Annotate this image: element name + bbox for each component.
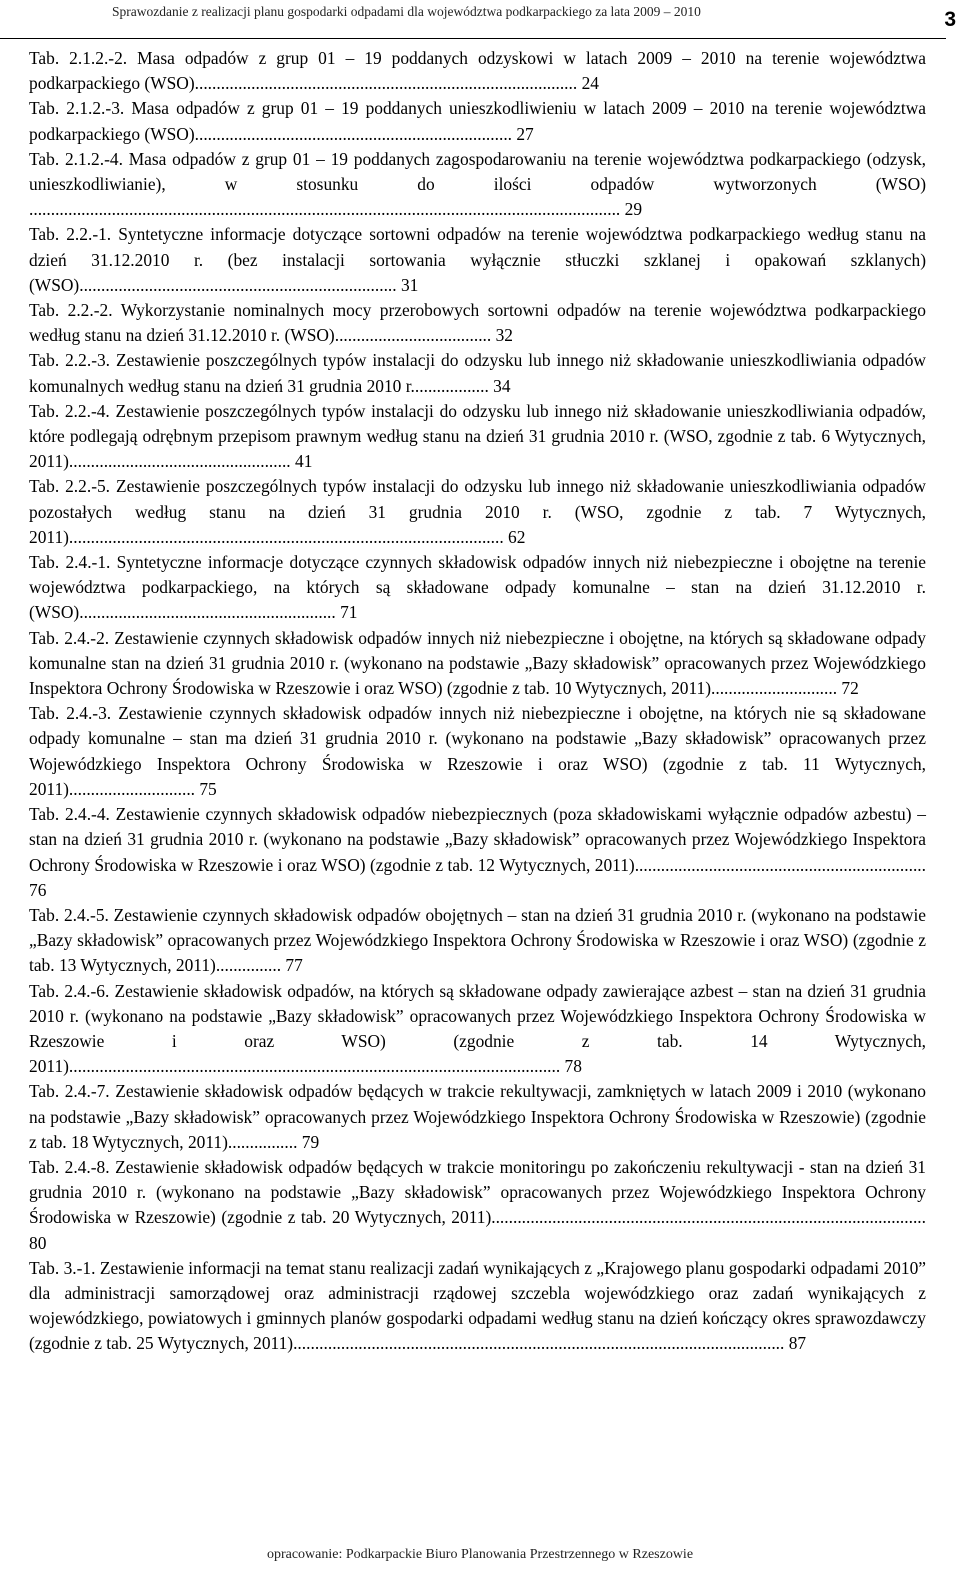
- toc-entry: Tab. 2.4.-1. Syntetyczne informacje dotyczące czynnych składowisk odpadów innych niż niebezpieczne i obojętne na terenie województwa podkarpackiego, na których są składowane odpady komunalne – stan na dzień 31.12.2010 r. (WSO)........................................................... 71: [29, 552, 926, 623]
- toc-entry: Tab. 2.4.-7. Zestawienie składowisk odpadów będących w trakcie rekultywacji, zamkniętych w latach 2009 i 2010 (wykonano na podstawie „Bazy składowisk” opracowanych przez Wojewódzkiego Inspektora Ochrony Środowiska w Rzeszowie) (zgodnie z tab. 18 Wytycznych, 2011)................ 79: [29, 1081, 926, 1152]
- toc-entry: Tab. 3.-1. Zestawienie informacji na temat stanu realizacji zadań wynikających z „Krajowego planu gospodarki odpadami 2010” dla administracji samorządowej oraz administracji rządowej szczebla wojewódzkiego oraz zadań wynikających z wojewódzkiego, powiatowych i gminnych planów gospodarki odpadami według stanu na dzień kończący okres sprawozdawczy (zgodnie z tab. 25 Wytycznych, 2011)................................................................................................................. 87: [29, 1257, 926, 1354]
- page-footer: opracowanie: Podkarpackie Biuro Planowania Przestrzennego w Rzeszowie: [266, 1547, 694, 1562]
- toc-entry: Tab. 2.4.-8. Zestawienie składowisk odpadów będących w trakcie monitoringu po zakończeniu rekultywacji - stan na dzień 31 grudnia 2010 r. (wykonano na podstawie „Bazy składowisk” opracowanych przez Wojewódzkiego Inspektora Ochrony Środowiska w Rzeszowie) (zgodnie z tab. 20 Wytycznych, 2011).................................................................................................... 80: [29, 1156, 926, 1253]
- toc-entry: Tab. 2.2.-3. Zestawienie poszczególnych typów instalacji do odzysku lub innego niż składowanie unieszkodliwiania odpadów komunalnych według stanu na dzień 31 grudnia 2010 r.................. 34: [29, 350, 926, 396]
- running-header: Sprawozdanie z realizacji planu gospodarki odpadami dla województwa podkarpackiego za lata 2009 – 2010: [112, 4, 701, 19]
- page-number: 3: [944, 8, 956, 31]
- toc-entry: Tab. 2.1.2.-3. Masa odpadów z grup 01 – 19 poddanych unieszkodliwieniu w latach 2009 – 2010 na terenie województwa podkarpackiego (WSO)......................................................................... 27: [29, 98, 926, 144]
- toc-entry: Tab. 2.4.-4. Zestawienie czynnych składowisk odpadów niebezpiecznych (poza składowiskami wyłącznie odpadów azbestu) – stan na dzień 31 grudnia 2010 r. (wykonano na podstawie „Bazy składowisk” opracowanych przez Wojewódzkiego Inspektora Ochrony Środowiska w Rzeszowie i oraz WSO) (zgodnie z tab. 12 Wytycznych, 2011)................................................................... 76: [29, 804, 926, 900]
- toc-entry: Tab. 2.2.-5. Zestawienie poszczególnych typów instalacji do odzysku lub innego niż składowanie unieszkodliwiania odpadów pozostałych według stanu na dzień 31 grudnia 2010 r. (WSO, zgodnie z tab. 7 Wytycznych, 2011).................................................................................................... 62: [29, 476, 926, 547]
- toc-entry: Tab. 2.4.-6. Zestawienie składowisk odpadów, na których są składowane odpady zawierające azbest – stan na dzień 31 grudnia 2010 r. (wykonano na podstawie „Bazy składowisk” opracowanych przez Wojewódzkiego Inspektora Ochrony Środowiska w Rzeszowie i oraz WSO) (zgodnie z tab. 14 Wytycznych, 2011)................................................................................................................. 78: [29, 980, 926, 1077]
- toc-entry: Tab. 2.1.2.-4. Masa odpadów z grup 01 – 19 poddanych zagospodarowaniu na terenie województwa podkarpackiego (odzysk, unieszkodliwianie), w stosunku do ilości odpadów wytworzonych (WSO) ........................................................................................................................................ 29: [29, 148, 926, 220]
- toc-entry: Tab. 2.4.-2. Zestawienie czynnych składowisk odpadów innych niż niebezpieczne i obojętne, na których są składowane odpady komunalne stan na dzień 31 grudnia 2010 r. (wykonano na podstawie „Bazy składowisk” opracowanych przez Wojewódzkiego Inspektora Ochrony Środowiska w Rzeszowie i oraz WSO) (zgodnie z tab. 10 Wytycznych, 2011)............................. 72: [29, 627, 926, 699]
- toc-entry: Tab. 2.1.2.-2. Masa odpadów z grup 01 – 19 poddanych odzyskowi w latach 2009 – 2010 na terenie województwa podkarpackiego (WSO)........................................................................................ 24: [29, 48, 926, 94]
- toc-entry: Tab. 2.4.-3. Zestawienie czynnych składowisk odpadów innych niż niebezpieczne i obojętne, na których nie są składowane odpady komunalne – stan ma dzień 31 grudnia 2010 r. (wykonano na podstawie „Bazy składowisk” opracowanych przez Wojewódzkiego Inspektora Ochrony Środowiska w Rzeszowie i oraz WSO) (zgodnie z tab. 11 Wytycznych, 2011)............................. 75: [29, 703, 926, 799]
- toc-entry: Tab. 2.4.-5. Zestawienie czynnych składowisk odpadów obojętnych – stan na dzień 31 grudnia 2010 r. (wykonano na podstawie „Bazy składowisk” opracowanych przez Wojewódzkiego Inspektora Ochrony Środowiska w Rzeszowie i oraz WSO) (zgodnie z tab. 13 Wytycznych, 2011)............... 77: [29, 904, 926, 976]
- header-rule: [0, 38, 946, 39]
- toc-entry: Tab. 2.2.-4. Zestawienie poszczególnych typów instalacji do odzysku lub innego niż składowanie unieszkodliwiania odpadów, które podlegają odrębnym przepisom prawnym według stanu na dzień 31 grudnia 2010 r. (WSO, zgodnie z tab. 6 Wytycznych, 2011)................................................... 41: [29, 400, 926, 472]
- toc-entry: Tab. 2.2.-1. Syntetyczne informacje dotyczące sortowni odpadów na terenie województwa podkarpackiego według stanu na dzień 31.12.2010 r. (bez instalacji sortowania wyłącznie stłuczki szklanej i opakowań szklanych) (WSO)......................................................................... 31: [29, 224, 926, 295]
- toc-entry: Tab. 2.2.-2. Wykorzystanie nominalnych mocy przerobowych sortowni odpadów na terenie województwa podkarpackiego według stanu na dzień 31.12.2010 r. (WSO).................................... 32: [29, 300, 926, 346]
- table-of-tables: [29, 46, 926, 1357]
